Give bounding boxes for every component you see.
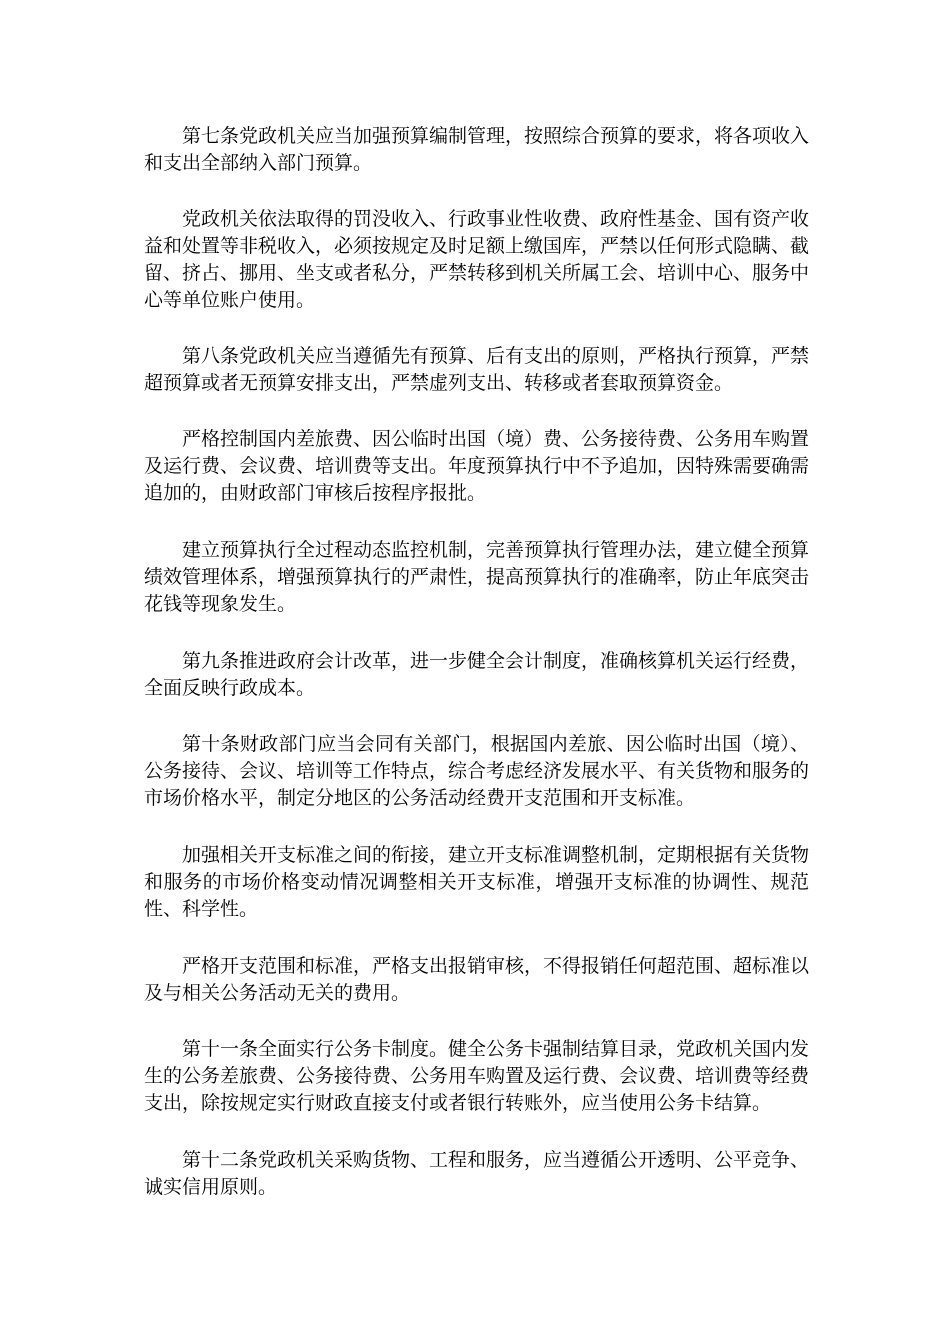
paragraph-expense-control: 严格控制国内差旅费、因公临时出国（境）费、公务接待费、公务用车购置及运行费、会议费、培训费等支出。年度预算执行中不予追加，因特殊需要确需追加的，由财政部门审核后按程序报批。 — [144, 428, 810, 504]
paragraph-article-11: 第十一条全面实行公务卡制度。健全公务卡强制结算目录，党政机关国内发生的公务差旅费、公务接待费、公务用车购置及运行费、会议费、培训费等经费支出，除按规定实行财政直接支付或者银行转账外，应当使用公务卡结算。 — [144, 1038, 810, 1114]
paragraph-non-tax-revenue: 党政机关依法取得的罚没收入、行政事业性收费、政府性基金、国有资产收益和处置等非税收入，必须按规定及时足额上缴国库，严禁以任何形式隐瞒、截留、挤占、挪用、坐支或者私分，严禁转移到机关所属工会、培训中心、服务中心等单位账户使用。 — [144, 208, 810, 311]
paragraph-article-9: 第九条推进政府会计改革，进一步健全会计制度，准确核算机关运行经费，全面反映行政成本。 — [144, 650, 810, 699]
paragraph-standards-linkage: 加强相关开支标准之间的衔接，建立开支标准调整机制，定期根据有关货物和服务的市场价格变动情况调整相关开支标准，增强开支标准的协调性、规范性、科学性。 — [144, 844, 810, 920]
paragraph-reimbursement: 严格开支范围和标准，严格支出报销审核，不得报销任何超范围、超标准以及与相关公务活动无关的费用。 — [144, 955, 810, 1004]
paragraph-article-8: 第八条党政机关应当遵循先有预算、后有支出的原则，严格执行预算，严禁超预算或者无预算安排支出，严禁虚列支出、转移或者套取预算资金。 — [144, 345, 810, 394]
paragraph-budget-monitoring: 建立预算执行全过程动态监控机制，完善预算执行管理办法，建立健全预算绩效管理体系，增强预算执行的严肃性，提高预算执行的准确率，防止年底突击花钱等现象发生。 — [144, 539, 810, 615]
paragraph-article-7: 第七条党政机关应当加强预算编制管理，按照综合预算的要求，将各项收入和支出全部纳入部门预算。 — [144, 125, 810, 174]
paragraph-article-12: 第十二条党政机关采购货物、工程和服务，应当遵循公开透明、公平竞争、诚实信用原则。 — [144, 1149, 810, 1198]
paragraph-article-10: 第十条财政部门应当会同有关部门，根据国内差旅、因公临时出国（境）、公务接待、会议、培训等工作特点，综合考虑经济发展水平、有关货物和服务的市场价格水平，制定分地区的公务活动经费开支范围和开支标准。 — [144, 733, 810, 809]
